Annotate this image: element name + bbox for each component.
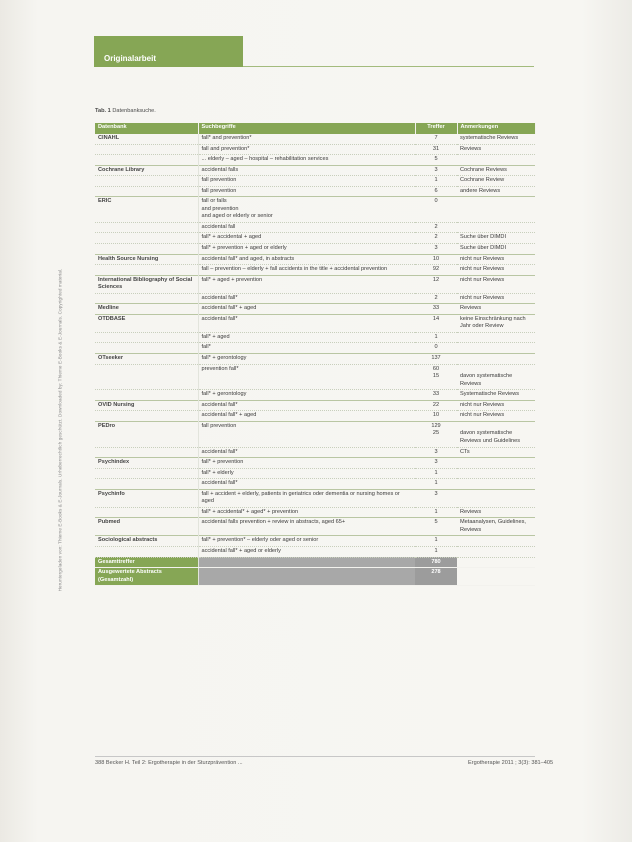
hits-cell: 3: [415, 165, 457, 176]
hits-cell: 3: [415, 244, 457, 255]
notes-cell: nicht nur Reviews: [457, 293, 535, 304]
database-cell: OTseeker: [95, 354, 198, 365]
search-term-cell: accidental fall* + aged: [198, 411, 415, 422]
search-term-cell: fall and prevention*: [198, 144, 415, 155]
hits-cell: 12: [415, 275, 457, 293]
table-row: [95, 304, 535, 315]
table-row: [95, 332, 535, 343]
database-cell: [95, 293, 198, 304]
search-term-cell: accidental fall* and aged, in abstracts: [198, 254, 415, 265]
hits-cell: 2: [415, 233, 457, 244]
search-term-cell: accidental fall* + aged: [198, 304, 415, 315]
table-row: [95, 536, 535, 547]
database-cell: [95, 468, 198, 479]
notes-cell: [457, 343, 535, 354]
notes-cell: nicht nur Reviews: [457, 400, 535, 411]
search-term-cell: accidental fall*: [198, 479, 415, 490]
hits-cell: 92: [415, 265, 457, 276]
hits-cell: 2: [415, 222, 457, 233]
table-row: [95, 507, 535, 518]
notes-cell: Cochrane Reviews: [457, 165, 535, 176]
database-cell: [95, 546, 198, 557]
notes-cell: Metaanalysen, Guidelines, Reviews: [457, 518, 535, 536]
table-row: [95, 144, 535, 155]
search-term-cell: fall prevention: [198, 421, 415, 447]
notes-cell: [457, 197, 535, 223]
hits-cell: 0: [415, 197, 457, 223]
header-search-terms: Suchbegriffe: [198, 123, 415, 134]
hits-cell: 60 15: [415, 364, 457, 390]
search-term-cell: fall* + aged + prevention: [198, 275, 415, 293]
hits-cell: 31: [415, 144, 457, 155]
total-blank-cell: [198, 568, 415, 586]
table-row: [95, 411, 535, 422]
hits-cell: 3: [415, 489, 457, 507]
notes-cell: Suche über DIMDI: [457, 233, 535, 244]
hits-cell: 22: [415, 400, 457, 411]
total-hits: 780: [415, 557, 457, 568]
footer-right-text: Ergotherapie 2011 ; 3(3): 381–405: [468, 760, 554, 766]
hits-cell: 6: [415, 186, 457, 197]
section-header-label: Originalarbeit: [104, 54, 157, 63]
notes-cell: Systematische Reviews: [457, 390, 535, 401]
table-row: [95, 421, 535, 447]
search-term-cell: fall – prevention – elderly + fall accidents in the title + accidental prevention: [198, 265, 415, 276]
notes-cell: systematische Reviews: [457, 134, 535, 144]
table-row: [95, 265, 535, 276]
search-term-cell: fall + accident + elderly, patients in geriatrics oder dementia or nursing homes or aged: [198, 489, 415, 507]
database-cell: Health Source Nursing: [95, 254, 198, 265]
database-cell: Cochrane Library: [95, 165, 198, 176]
database-cell: Pubmed: [95, 518, 198, 536]
total-notes-cell: [457, 557, 535, 568]
notes-cell: [457, 458, 535, 469]
hits-cell: 14: [415, 314, 457, 332]
notes-cell: [457, 489, 535, 507]
search-term-cell: accidental fall*: [198, 293, 415, 304]
hits-cell: 2: [415, 293, 457, 304]
notes-cell: Cochrane Review: [457, 176, 535, 187]
table-row: [95, 222, 535, 233]
search-term-cell: fall* + elderly: [198, 468, 415, 479]
notes-cell: nicht nur Reviews: [457, 275, 535, 293]
database-cell: [95, 186, 198, 197]
database-cell: OTDBASE: [95, 314, 198, 332]
hits-cell: 5: [415, 518, 457, 536]
hits-cell: 1: [415, 176, 457, 187]
search-term-cell: fall* + prevention: [198, 458, 415, 469]
database-cell: Psychindex: [95, 458, 198, 469]
search-term-cell: fall* + gerontology: [198, 354, 415, 365]
total-notes-cell: [457, 568, 535, 586]
notes-cell: [457, 468, 535, 479]
database-cell: Medline: [95, 304, 198, 315]
table-row: [95, 244, 535, 255]
search-term-cell: fall* + prevention* – elderly oder aged or senior: [198, 536, 415, 547]
table-row: [95, 314, 535, 332]
table-row: [95, 293, 535, 304]
database-cell: [95, 176, 198, 187]
notes-cell: [457, 155, 535, 166]
search-term-cell: fall or falls and prevention and aged or elderly or senior: [198, 197, 415, 223]
search-term-cell: fall* + accidental* + aged* + prevention: [198, 507, 415, 518]
search-term-cell: prevention fall*: [198, 364, 415, 390]
database-cell: [95, 144, 198, 155]
table-row: [95, 165, 535, 176]
database-cell: [95, 411, 198, 422]
search-term-cell: accidental fall*: [198, 447, 415, 458]
notes-cell: Reviews: [457, 144, 535, 155]
notes-cell: davon systematische Reviews: [457, 364, 535, 390]
notes-cell: andere Reviews: [457, 186, 535, 197]
search-term-cell: fall* + prevention + aged or elderly: [198, 244, 415, 255]
search-term-cell: fall prevention: [198, 176, 415, 187]
header-rule: [243, 66, 534, 67]
notes-cell: [457, 354, 535, 365]
table-row: [95, 447, 535, 458]
search-term-cell: accidental fall*: [198, 400, 415, 411]
hits-cell: 10: [415, 254, 457, 265]
table-caption: [95, 108, 156, 114]
notes-cell: Suche über DIMDI: [457, 244, 535, 255]
database-cell: Sociological abstracts: [95, 536, 198, 547]
notes-cell: [457, 546, 535, 557]
table-row: [95, 176, 535, 187]
header-notes: Anmerkungen: [457, 123, 535, 134]
total-hits: 278: [415, 568, 457, 586]
table-row: [95, 155, 535, 166]
hits-cell: 0: [415, 343, 457, 354]
hits-cell: 1: [415, 479, 457, 490]
search-term-cell: fall*: [198, 343, 415, 354]
database-cell: ERIC: [95, 197, 198, 223]
notes-cell: [457, 332, 535, 343]
database-cell: [95, 332, 198, 343]
hits-cell: 1: [415, 546, 457, 557]
notes-cell: keine Einschränkung nach Jahr oder Review: [457, 314, 535, 332]
table-header-row: [95, 123, 535, 134]
database-cell: [95, 507, 198, 518]
notes-cell: [457, 536, 535, 547]
database-cell: [95, 233, 198, 244]
table-row: [95, 275, 535, 293]
table-row: [95, 400, 535, 411]
search-term-cell: accidental falls prevention + review in abstracts, aged 65+: [198, 518, 415, 536]
database-cell: [95, 364, 198, 390]
database-cell: [95, 155, 198, 166]
hits-cell: 3: [415, 447, 457, 458]
total-label: Gesamttreffer: [95, 557, 198, 568]
table-row: [95, 254, 535, 265]
database-cell: International Bibliography of Social Sciences: [95, 275, 198, 293]
hits-cell: 1: [415, 332, 457, 343]
table-row: [95, 186, 535, 197]
notes-cell: Reviews: [457, 507, 535, 518]
database-cell: [95, 343, 198, 354]
notes-cell: [457, 479, 535, 490]
table-row: [95, 458, 535, 469]
database-cell: [95, 390, 198, 401]
search-term-cell: accidental fall* + aged or elderly: [198, 546, 415, 557]
table-row: [95, 364, 535, 390]
database-cell: CINAHL: [95, 134, 198, 144]
hits-cell: 10: [415, 411, 457, 422]
table-row: [95, 468, 535, 479]
notes-cell: Reviews: [457, 304, 535, 315]
database-cell: [95, 244, 198, 255]
hits-cell: 137: [415, 354, 457, 365]
notes-cell: CTs: [457, 447, 535, 458]
table-row: [95, 233, 535, 244]
search-term-cell: ... elderly – aged – hospital – rehabilitation services: [198, 155, 415, 166]
table-row: [95, 479, 535, 490]
database-cell: OVID Nursing: [95, 400, 198, 411]
hits-cell: 129 25: [415, 421, 457, 447]
table-row: [95, 390, 535, 401]
total-label: Ausgewertete Abstracts (Gesamtzahl): [95, 568, 198, 586]
hits-cell: 5: [415, 155, 457, 166]
notes-cell: [457, 222, 535, 233]
footer-rule: [95, 756, 535, 757]
total-row: [95, 568, 535, 586]
hits-cell: 1: [415, 468, 457, 479]
search-term-cell: accidental falls: [198, 165, 415, 176]
search-term-cell: fall prevention: [198, 186, 415, 197]
table-row: [95, 354, 535, 365]
database-cell: PEDro: [95, 421, 198, 447]
table-body: [95, 134, 535, 586]
search-table: [95, 123, 536, 586]
table-row: [95, 546, 535, 557]
search-term-cell: fall* + gerontology: [198, 390, 415, 401]
hits-cell: 3: [415, 458, 457, 469]
search-term-cell: accidental fall: [198, 222, 415, 233]
notes-cell: nicht nur Reviews: [457, 265, 535, 276]
table-row: [95, 134, 535, 144]
search-term-cell: fall* + accidental + aged: [198, 233, 415, 244]
table-row: [95, 343, 535, 354]
notes-cell: nicht nur Reviews: [457, 254, 535, 265]
search-term-cell: fall* and prevention*: [198, 134, 415, 144]
side-copyright-text: Heruntergeladen von: Thieme E-Books & E-Journals. Urheberrechtlich geschützt. Downloaded by: Thieme E-Books & E-Journals. Copyrighted material.: [57, 268, 63, 592]
database-cell: [95, 222, 198, 233]
hits-cell: 1: [415, 507, 457, 518]
header-database: Datenbank: [95, 123, 198, 134]
search-term-cell: accidental fall*: [198, 314, 415, 332]
header-hits: Treffer: [415, 123, 457, 134]
notes-cell: nicht nur Reviews: [457, 411, 535, 422]
database-cell: [95, 447, 198, 458]
database-cell: [95, 479, 198, 490]
hits-cell: 7: [415, 134, 457, 144]
database-cell: Psychinfo: [95, 489, 198, 507]
total-row: [95, 557, 535, 568]
hits-cell: 33: [415, 304, 457, 315]
hits-cell: 33: [415, 390, 457, 401]
caption-prefix: Tab. 1: [95, 108, 111, 114]
footer-left-text: 388 Becker H. Teil 2: Ergotherapie in der Sturzprävention ...: [95, 760, 243, 766]
caption-text: Datenbanksuche.: [112, 108, 156, 114]
table-row: [95, 197, 535, 223]
notes-cell: davon systematische Reviews und Guidelines: [457, 421, 535, 447]
search-term-cell: fall* + aged: [198, 332, 415, 343]
table-row: [95, 518, 535, 536]
hits-cell: 1: [415, 536, 457, 547]
table-row: [95, 489, 535, 507]
database-cell: [95, 265, 198, 276]
total-blank-cell: [198, 557, 415, 568]
